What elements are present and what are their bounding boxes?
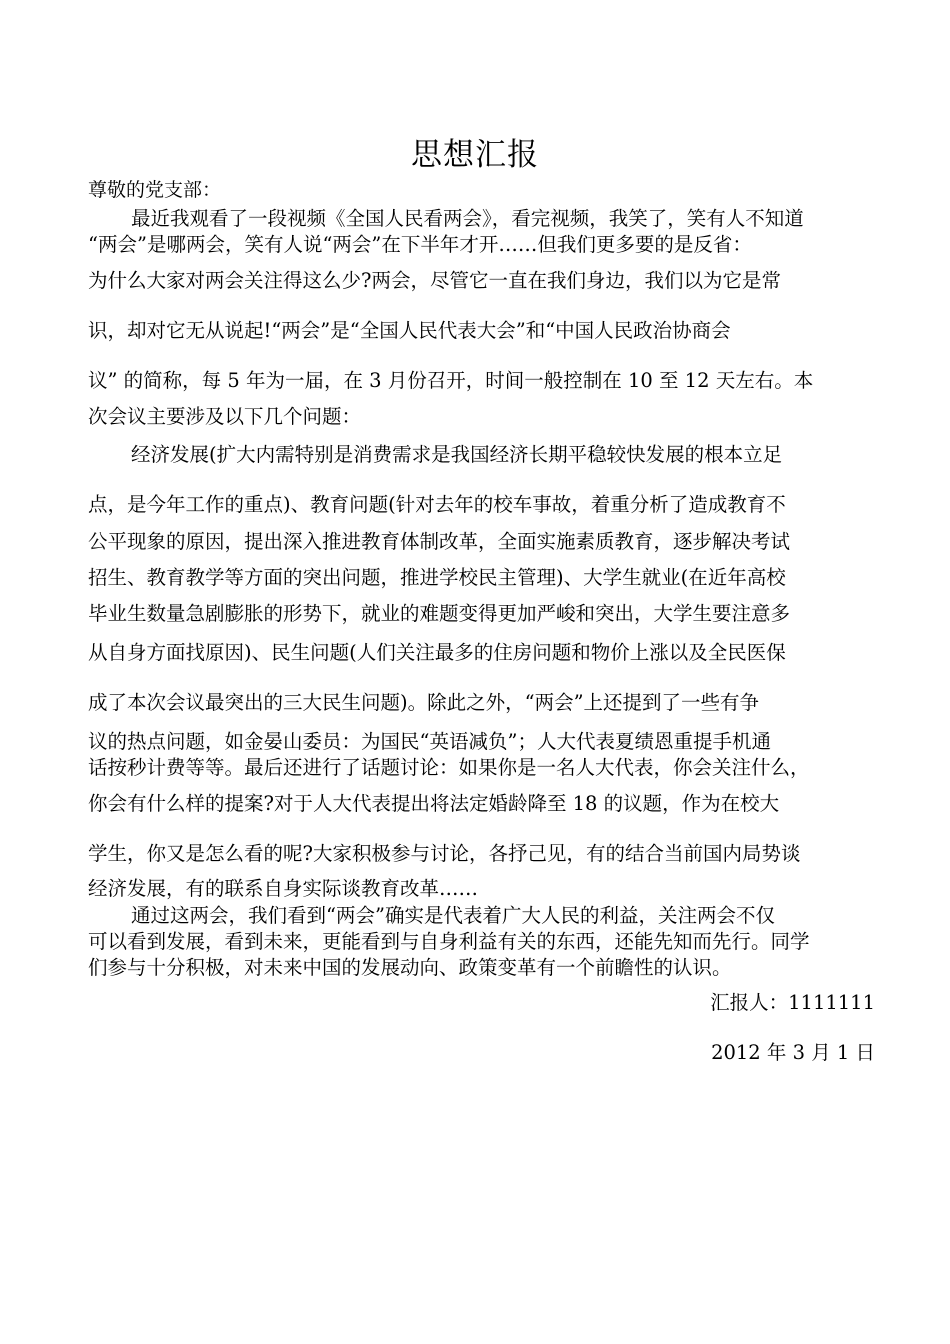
- paragraph-line: 为什么大家对两会关注得这么少?两会，尽管它一直在我们身边，我们以为它是常: [88, 269, 781, 292]
- paragraph-line: 议的热点问题，如金晏山委员：为国民“英语减负”；人大代表夏绩恩重提手机通: [88, 730, 771, 753]
- paragraph-line: 最近我观看了一段视频《全国人民看两会》，看完视频，我笑了，笑有人不知道: [131, 207, 804, 230]
- paragraph-line: 你会有什么样的提案?对于人大代表提出将法定婚龄降至 18 的议题，作为在校大: [88, 792, 780, 815]
- document-title: 思想汇报: [411, 137, 539, 173]
- paragraph-line: 话按秒计费等等。最后还进行了话题讨论：如果你是一名人大代表，你会关注什么，: [88, 756, 810, 779]
- paragraph-line: 招生、教育教学等方面的突出问题，推进学校民主管理)、大学生就业(在近年高校: [88, 566, 786, 589]
- paragraph-line: 学生，你又是怎么看的呢?大家积极参与讨论，各抒己见，有的结合当前国内局势谈: [88, 842, 801, 865]
- paragraph-line: 识，却对它无从说起!“两会”是“全国人民代表大会”和“中国人民政治协商会: [88, 319, 731, 342]
- signer: 汇报人：1111111: [710, 991, 875, 1014]
- paragraph-line: 次会议主要涉及以下几个问题：: [88, 405, 362, 428]
- paragraph-line: 经济发展(扩大内需特别是消费需求是我国经济长期平稳较快发展的根本立足: [131, 443, 783, 466]
- paragraph-line: 通过这两会，我们看到“两会”确实是代表着广大人民的利益，关注两会不仅: [131, 904, 775, 927]
- paragraph-line: 公平现象的原因，提出深入推进教育体制改革，全面实施素质教育，逐步解决考试: [88, 530, 791, 553]
- paragraph-line: 议” 的简称，每 5 年为一届，在 3 月份召开，时间一般控制在 10 至 12 天左右。本: [88, 369, 814, 392]
- paragraph-line: 可以看到发展，看到未来，更能看到与自身利益有关的东西，还能先知而先行。同学: [88, 930, 810, 953]
- paragraph-line: “两会”是哪两会，笑有人说“两会”在下半年才开……但我们更多要的是反省：: [88, 233, 752, 256]
- paragraph-line: 点，是今年工作的重点)、教育问题(针对去年的校车事故，着重分析了造成教育不: [88, 493, 786, 516]
- paragraph-line: 们参与十分积极，对未来中国的发展动向、政策变革有一个前瞻性的认识。: [88, 956, 732, 979]
- paragraph-line: 经济发展，有的联系自身实际谈教育改革……: [88, 877, 479, 900]
- paragraph-line: 成了本次会议最突出的三大民生问题)。除此之外，“两会”上还提到了一些有争: [88, 691, 760, 714]
- salutation: 尊敬的党支部：: [88, 179, 222, 201]
- report-date: 2012 年 3 月 1 日: [711, 1041, 875, 1064]
- paragraph-line: 毕业生数量急剧膨胀的形势下，就业的难题变得更加严峻和突出，大学生要注意多: [88, 602, 791, 625]
- paragraph-line: 从自身方面找原因)、民生问题(人们关注最多的住房问题和物价上涨以及全民医保: [88, 641, 786, 664]
